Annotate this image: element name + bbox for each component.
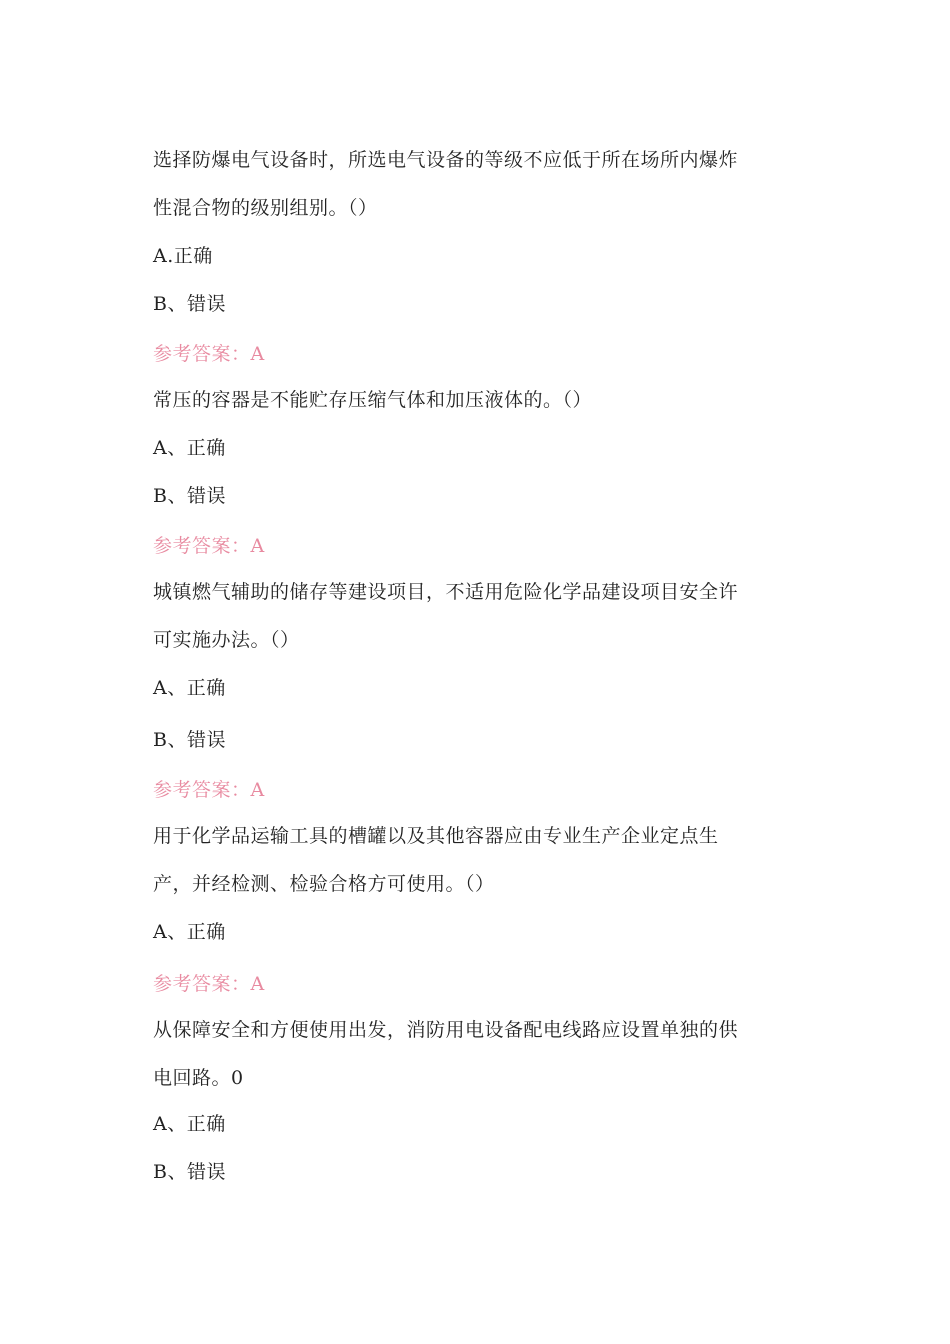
question-5-option-b: B、错误 xyxy=(153,1161,226,1183)
question-3-text-line-1: 城镇燃气辅助的储存等建设项目，不适用危险化学品建设项目安全许 xyxy=(153,581,739,603)
question-1-text-line-2: 性混合物的级别组别。（） xyxy=(153,197,378,219)
question-2-text-line-1: 常压的容器是不能贮存压缩气体和加压液体的。（） xyxy=(153,389,593,411)
question-3-option-a: A、正确 xyxy=(153,677,226,699)
question-4-option-a: A、正确 xyxy=(153,921,226,943)
question-1-option-a: A.正确 xyxy=(153,245,213,267)
question-2-option-a: A、正确 xyxy=(153,437,226,459)
question-4-text-line-1: 用于化学品运输工具的槽罐以及其他容器应由专业生产企业定点生 xyxy=(153,825,719,847)
question-3-text-line-2: 可实施办法。（） xyxy=(153,629,300,651)
question-3-option-b: B、错误 xyxy=(153,729,226,751)
question-4-answer: 参考答案：A xyxy=(153,973,265,995)
question-5-option-a: A、正确 xyxy=(153,1113,226,1135)
question-1-answer: 参考答案：A xyxy=(153,343,265,365)
question-1-text-line-1: 选择防爆电气设备时，所选电气设备的等级不应低于所在场所内爆炸 xyxy=(153,149,739,171)
question-2-answer: 参考答案：A xyxy=(153,535,265,557)
question-5-text-line-1: 从保障安全和方便使用出发，消防用电设备配电线路应设置单独的供 xyxy=(153,1019,739,1041)
question-4-text-line-2: 产，并经检测、检验合格方可使用。（） xyxy=(153,873,495,895)
question-2-option-b: B、错误 xyxy=(153,485,226,507)
question-5-text-line-2: 电回路。0 xyxy=(153,1067,244,1089)
question-3-answer: 参考答案：A xyxy=(153,779,265,801)
question-1-option-b: B、错误 xyxy=(153,293,226,315)
